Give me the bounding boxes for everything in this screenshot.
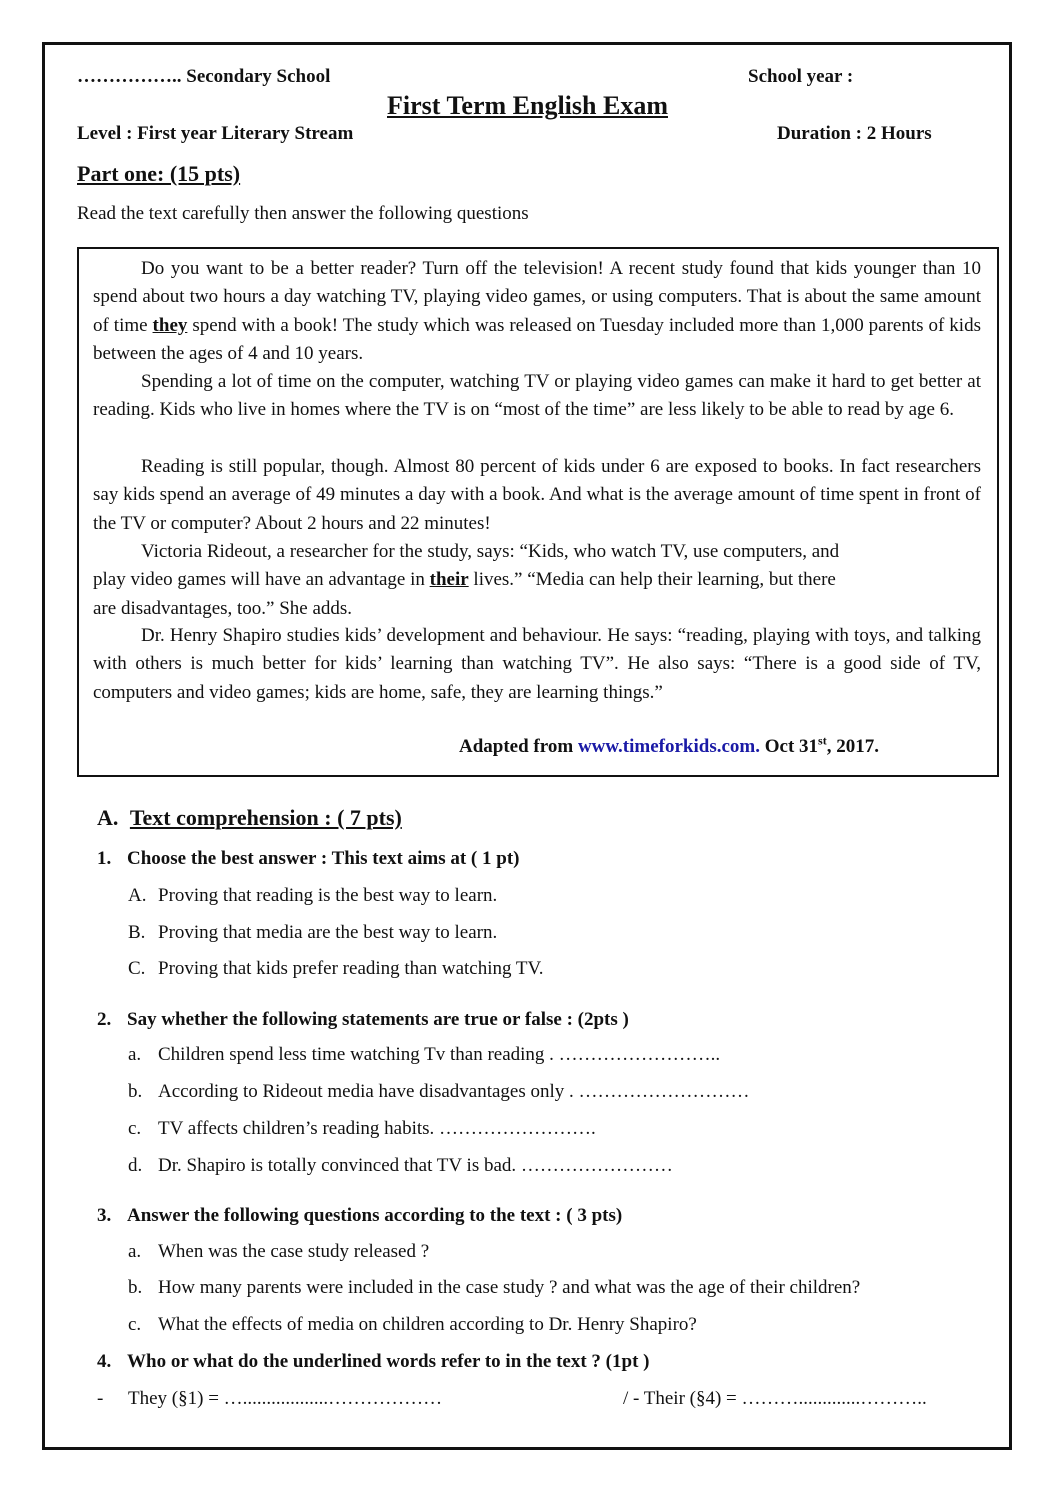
question-4-text: Who or what do the underlined words refer to in the text ? (1pt )	[127, 1351, 650, 1372]
paragraph-4-line-2-b: lives.” “Media can help their learning, but there	[468, 569, 836, 591]
question-3-item-b	[128, 1277, 860, 1299]
paragraph-4	[93, 538, 981, 623]
item-text: What the effects of media on children according to Dr. Henry Shapiro?	[158, 1314, 697, 1335]
underlined-word-they: they	[152, 314, 188, 336]
item-mark: b.	[128, 1081, 143, 1102]
question-2-item-d	[128, 1155, 673, 1177]
item-mark: d.	[128, 1155, 143, 1176]
source-prefix: Adapted from	[459, 736, 578, 757]
option-mark: A.	[128, 885, 147, 906]
item-text: When was the case study released ?	[158, 1241, 430, 1262]
underlined-word-their: their	[429, 569, 469, 591]
source-link[interactable]: www.timeforkids.com.	[577, 736, 760, 757]
answer-they-field: They (§1) = …..................………………	[128, 1388, 443, 1409]
item-text: Dr. Shapiro is totally convinced that TV is bad. ……………………	[158, 1155, 673, 1176]
item-text: Children spend less time watching Tv than reading . ……………………..	[158, 1044, 721, 1065]
question-2-item-b	[128, 1081, 750, 1103]
section-a-title: Text comprehension : ( 7 pts)	[129, 805, 402, 830]
paragraph-4-line-2-a: play video games will have an advantage in	[93, 569, 430, 591]
option-mark: B.	[128, 922, 146, 943]
source-date-suffix: st	[818, 733, 827, 748]
level: Level : First year Literary Stream	[77, 123, 354, 144]
source-citation	[459, 733, 879, 758]
option-mark: C.	[128, 958, 146, 979]
item-mark: c.	[128, 1118, 142, 1139]
question-1-option-c	[128, 958, 544, 980]
instruction: Read the text carefully then answer the following questions	[77, 203, 529, 224]
question-4-number: 4.	[97, 1351, 112, 1372]
question-2-number: 2.	[97, 1009, 112, 1030]
question-3	[97, 1205, 622, 1227]
paragraph-1-text-a: Do you want to be a better reader? Turn off the television! A recent study found that kids younger than 10 spend about two hours a day watching TV, playing video games, or using computers. That is about the same amount of time	[93, 258, 981, 336]
paragraph-4-line-1: Victoria Rideout, a researcher for the study, says: “Kids, who watch TV, use computers, and	[141, 541, 840, 562]
question-4-dash: -	[97, 1388, 104, 1409]
section-a-heading	[97, 805, 402, 831]
item-text: TV affects children’s reading habits. …………………….	[158, 1118, 596, 1139]
exam-title: First Term English Exam	[387, 91, 668, 120]
item-text: How many parents were included in the case study ? and what was the age of their children?	[158, 1277, 861, 1298]
paragraph-4-line-3: are disadvantages, too.” She adds.	[93, 597, 353, 619]
question-3-item-c	[128, 1314, 697, 1336]
item-mark: a.	[128, 1241, 142, 1262]
source-date: Oct 31	[760, 736, 819, 757]
item-mark: b.	[128, 1277, 143, 1298]
question-1-number: 1.	[97, 848, 112, 869]
question-2-item-a	[128, 1044, 720, 1066]
section-a-letter: A.	[97, 805, 119, 830]
question-3-item-a	[128, 1241, 429, 1263]
paragraph-2: Spending a lot of time on the computer, watching TV or playing video games can make it hard to get better at reading. Kids who live in homes where the TV is on “most of the time” are less likely to be able to read by age 6.	[93, 371, 981, 421]
paragraph-1	[93, 255, 981, 368]
school-name: …………….. Secondary School	[77, 66, 331, 87]
question-1-option-a	[128, 885, 497, 907]
question-2-text: Say whether the following statements are true or false : (2pts )	[127, 1009, 629, 1030]
question-3-number: 3.	[97, 1205, 112, 1226]
question-2-item-c	[128, 1118, 596, 1140]
question-1	[97, 848, 519, 870]
question-4	[97, 1351, 649, 1373]
question-3-text: Answer the following questions according to the text : ( 3 pts)	[127, 1205, 623, 1226]
paragraph-1-text-b: spend with a book! The study which was released on Tuesday included more than 1,000 parents of kids between the ages of 4 and 10 years.	[93, 314, 981, 364]
paragraph-3: Reading is still popular, though. Almost 80 percent of kids under 6 are exposed to books. In fact researchers say kids spend an average of 49 minutes a day with a book. And what is the average amount of time spent in front of the TV or computer? About 2 hours and 22 minutes!	[93, 456, 981, 534]
paragraph-5: Dr. Henry Shapiro studies kids’ development and behaviour. He says: “reading, playing with toys, and talking with others is much better for kids’ learning than watching TV”. He also says: “There is a good side of TV, computers and video games; kids are home, safe, they are learning things.”	[93, 625, 981, 703]
part-one-heading: Part one: (15 pts)	[77, 161, 241, 186]
option-text: Proving that media are the best way to learn.	[158, 922, 498, 943]
duration: Duration : 2 Hours	[777, 123, 932, 144]
question-1-text: Choose the best answer : This text aims at ( 1 pt)	[127, 848, 520, 869]
school-year: School year :	[748, 66, 854, 87]
option-text: Proving that reading is the best way to learn.	[158, 885, 498, 906]
option-text: Proving that kids prefer reading than watching TV.	[158, 958, 544, 979]
item-text: According to Rideout media have disadvantages only . ………………………	[158, 1081, 750, 1102]
answer-their-field: / - Their (§4) = ……….............………..	[623, 1388, 927, 1409]
item-mark: c.	[128, 1314, 142, 1335]
paragraph-4-line-2	[93, 566, 981, 594]
item-mark: a.	[128, 1044, 142, 1065]
question-1-option-b	[128, 922, 497, 944]
source-year: , 2017.	[826, 736, 879, 757]
question-2	[97, 1009, 629, 1031]
